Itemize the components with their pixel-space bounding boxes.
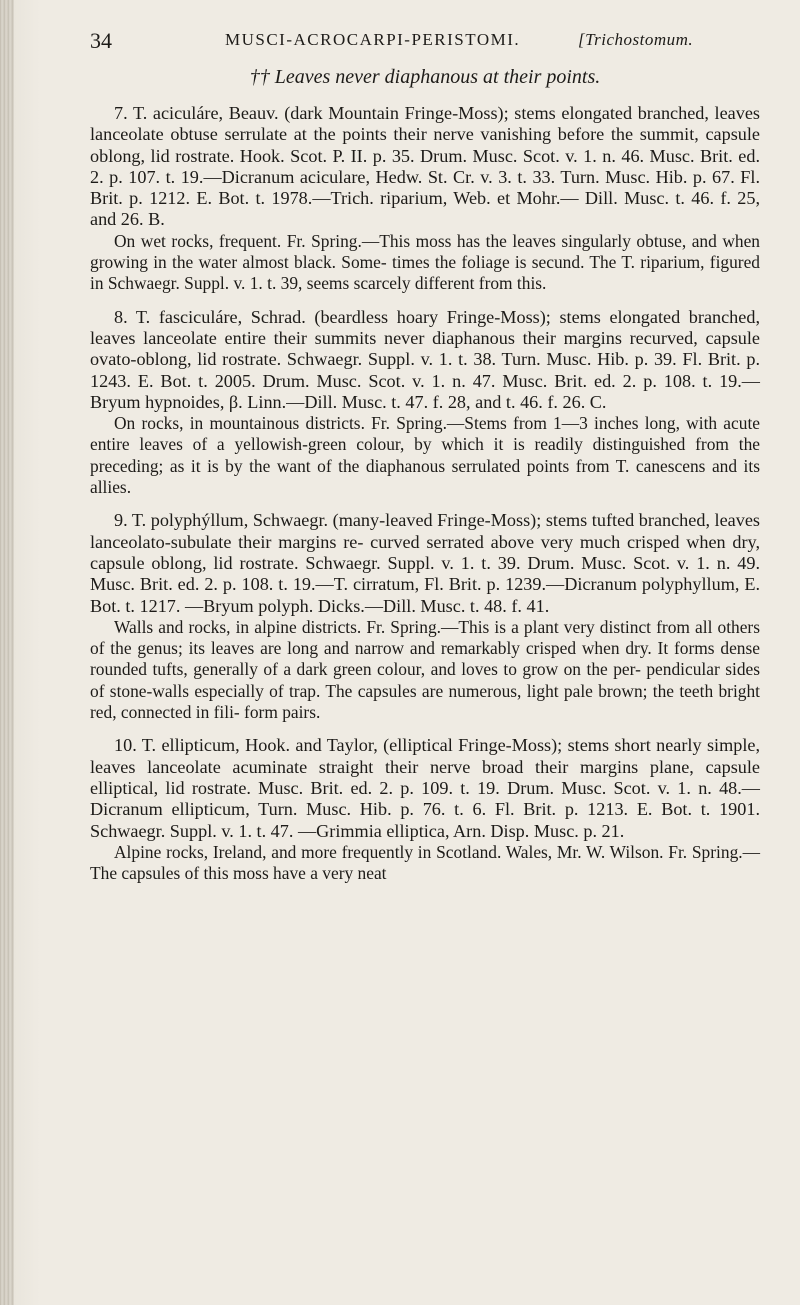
running-head (90, 28, 760, 58)
species-description: 9. T. polyphýllum, Schwaegr. (many-leaved Fringe-Moss); stems tufted branched, leaves lanceolato-subulate their margins re- curved serrated above very much crisped when dry, capsule oblong, lid rostrate. Schwaegr. Suppl. v. 1. t. 39. Drum. Musc. Scot. v. 1. n. 49. Musc. Brit. ed. 2. p. 108. t. 19.—T. cirratum, Fl. Brit. p. 1239.—Dicranum polyphyllum, E. Bot. t. 1217. —Bryum polyph. Dicks.—Dill. Musc. t. 48. f. 41. (90, 510, 760, 616)
species-habitat: Walls and rocks, in alpine districts. Fr. Spring.—This is a plant very distinct from all others of the genus; its leaves are long and narrow and remarkably crisped when dry. It forms dense rounded tufts, generally of a dark green colour, and loves to grow on the per- pendicular sides of stone-walls especially of trap. The capsules are numerous, light pale brown; the teeth bright red, connected in fili- form pairs. (90, 616, 760, 723)
species-habitat: Alpine rocks, Ireland, and more frequently in Scotland. Wales, Mr. W. Wilson. Fr. Spring.—The capsules of this moss have a very neat (90, 841, 760, 884)
running-title: MUSCI-ACROCARPI-PERISTOMI. (225, 30, 521, 49)
page-binding-edge (0, 0, 14, 1305)
species-entry-10 (90, 735, 760, 884)
species-description: 8. T. fasciculáre, Schrad. (beardless hoary Fringe-Moss); stems elongated branched, leaves lanceolate entire their summits never diaphanous their margins recurved, capsule ovato-oblong, lid rostrate. Schwaegr. Suppl. v. 1. t. 38. Turn. Musc. Hib. p. 39. Fl. Brit. p. 1243. E. Bot. t. 2005. Drum. Musc. Scot. v. 1. n. 47. Musc. Brit. ed. 2. p. 108. t. 19.—Bryum hypnoides, β. Linn.—Dill. Musc. t. 47. f. 28, and t. 46. f. 26. C. (90, 306, 760, 412)
page-number: 34 (90, 28, 112, 53)
species-description: 10. T. ellipticum, Hook. and Taylor, (elliptical Fringe-Moss); stems short nearly simple, leaves lanceolate acuminate straight their nerve broad their margins plane, capsule elliptical, lid rostrate. Musc. Brit. ed. 2. p. 109. t. 19. Drum. Musc. Scot. v. 1. n. 48.—Dicranum ellipticum, Turn. Musc. Hib. p. 76. t. 6. Fl. Brit. p. 1213. E. Bot. t. 1901. Schwaegr. Suppl. v. 1. t. 47. —Grimmia elliptica, Arn. Disp. Musc. p. 21. (90, 735, 760, 841)
species-entry-8 (90, 307, 760, 499)
page-content (90, 28, 760, 896)
species-habitat: On rocks, in mountainous districts. Fr. Spring.—Stems from 1—3 inches long, with acute entire leaves of a yellowish-green colour, by which it is readily distinguished from the preceding; as it is by the want of the diaphanous serrulated points from T. canescens and its allies. (90, 413, 760, 498)
species-entry-9 (90, 510, 760, 723)
section-heading: †† Leaves never diaphanous at their points. (249, 66, 601, 88)
species-entry-7 (90, 103, 760, 295)
species-description: 7. T. aciculáre, Beauv. (dark Mountain Fringe-Moss); stems elongated branched, leaves lanceolate obtuse serrulate at the points their nerve vanishing before the summit, capsule oblong, lid rostrate. Hook. Scot. P. II. p. 35. Drum. Musc. Scot. v. 1. n. 46. Musc. Brit. ed. 2. p. 107. t. 19.—Dicranum aciculare, Hedw. St. Cr. v. 3. t. 33. Turn. Musc. Hib. p. 67. Fl. Brit. p. 1212. E. Bot. t. 1978.—Trich. riparium, Web. et Mohr.— Dill. Musc. t. 46. f. 25, and 26. B. (90, 103, 760, 230)
running-genus: [Trichostomum. (578, 30, 694, 49)
species-habitat: On wet rocks, frequent. Fr. Spring.—This moss has the leaves singularly obtuse, and when growing in the water almost black. Some- times the foliage is secund. The T. riparium, figured in Schwaegr. Suppl. v. 1. t. 39, seems scarcely different from this. (90, 230, 760, 294)
